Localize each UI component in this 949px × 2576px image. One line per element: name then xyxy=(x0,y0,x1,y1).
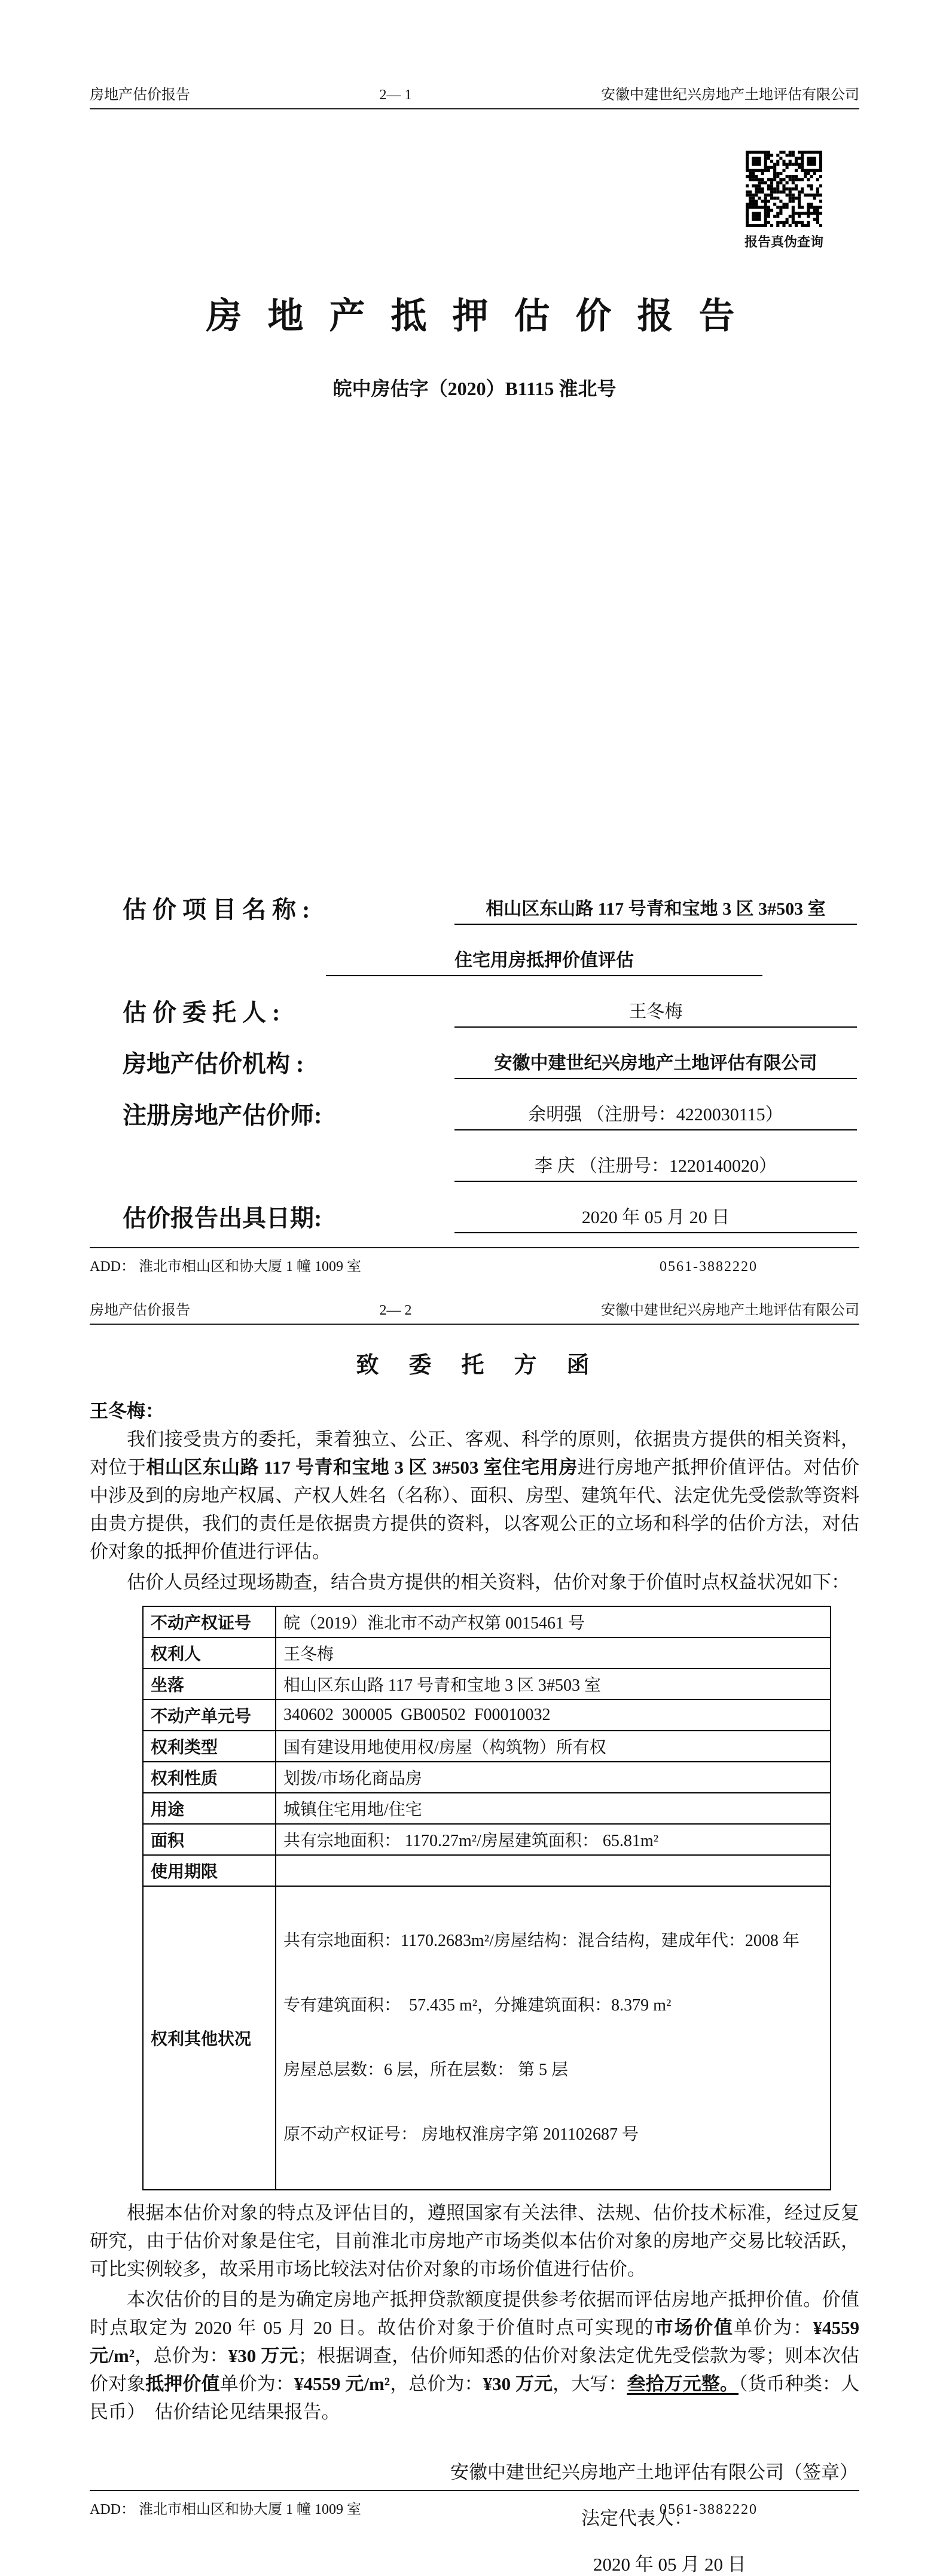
table-value-line: 专有建筑面积： 57.435 m²，分摊建筑面积：8.379 m² xyxy=(283,1996,672,2015)
page1-footer xyxy=(90,1247,859,1275)
text-segment: 单价为： xyxy=(734,2317,813,2338)
form-value-agency: 安徽中建世纪兴房地产土地评估有限公司 xyxy=(454,1048,857,1079)
table-row xyxy=(143,1886,831,2190)
form-row-client xyxy=(123,976,857,1028)
text-segment: ，总价为： xyxy=(390,2373,483,2394)
para-commission xyxy=(90,1425,859,1566)
header-page-number: 2— 1 xyxy=(379,87,412,103)
header-page-number: 2— 2 xyxy=(379,1303,412,1318)
header-company-name: 安徽中建世纪兴房地产土地评估有限公司 xyxy=(601,87,859,103)
table-row-value: 相山区东山路 117 号青和宝地 3 区 3#503 室 xyxy=(276,1669,831,1700)
page-2 xyxy=(0,1278,949,2575)
table-row-value: 王冬梅 xyxy=(276,1637,831,1669)
form-row-report-date xyxy=(123,1182,857,1233)
text-segment: ¥30 万元 xyxy=(483,2373,553,2394)
table-row-label: 权利人 xyxy=(143,1637,276,1669)
qr-code-icon xyxy=(746,151,822,227)
qr-caption: 报告真伪查询 xyxy=(744,234,823,249)
text-segment-property: 相山区东山路 117 号青和宝地 3 区 3#503 室住宅用房 xyxy=(146,1457,578,1478)
text-segment: 进行房地产抵押价值评估。对估价中涉及到的房地产权属、产权人姓名（名称）、面积、房型、建筑年代、法定优先受偿款等资料由贵方提供，我们的责任是依据贵方提供的资料，以客观公正的立场和科学的估价方法，对估价对象的抵押价值进行评估。 xyxy=(90,1457,859,1562)
form-value-report-date: 2020 年 05 月 20 日 xyxy=(454,1202,857,1233)
table-row-label: 权利性质 xyxy=(143,1762,276,1793)
form-label-appraiser: 注册房地产估价师: xyxy=(123,1102,322,1129)
signature-date: 2020 年 05 月 20 日 xyxy=(593,2554,746,2575)
text-segment: ¥4559 元/m² xyxy=(294,2373,390,2394)
page2-footer xyxy=(90,2490,859,2518)
table-row-value: 国有建设用地使用权/房屋（构筑物）所有权 xyxy=(276,1731,831,1762)
form-value-appraiser-1: 余明强 （注册号：4220030115） xyxy=(454,1099,857,1130)
signature-legal-rep: 法定代表人： xyxy=(581,2508,692,2529)
form-label-client: 估 价 委 托 人 : xyxy=(123,999,280,1026)
page2-running-header xyxy=(90,1278,859,1325)
table-row-value: 340602 300005 GB00502 F00010032 xyxy=(276,1700,831,1731)
table-row xyxy=(143,1637,831,1669)
form-label-project-name: 估 价 项 目 名 称 : xyxy=(123,896,310,923)
text-segment: ¥30 万元 xyxy=(228,2345,298,2366)
table-row-value: 城镇住宅用地/住宅 xyxy=(276,1793,831,1824)
header-doc-title: 房地产估价报告 xyxy=(90,87,190,103)
form-value-appraiser-2: 李 庆 （注册号：1220140020） xyxy=(454,1151,857,1182)
form-value-project-name: 相山区东山路 117 号青和宝地 3 区 3#503 室 xyxy=(454,894,857,925)
header-company-name: 安徽中建世纪兴房地产土地评估有限公司 xyxy=(601,1303,859,1318)
page-1 xyxy=(0,0,949,1278)
header-doc-title: 房地产估价报告 xyxy=(90,1303,190,1318)
text-segment: 我们接受贵方的委托，秉着独立、公正、客观、科学的原则，依据贵方提供的相关资料，对位于 xyxy=(90,1429,859,1478)
table-row-label: 面积 xyxy=(143,1824,276,1855)
form-row-project-name-line2 xyxy=(123,925,857,976)
footer-phone: 0561-3882220 xyxy=(660,2502,758,2517)
cover-form xyxy=(90,873,859,1233)
table-row-label: 不动产权证号 xyxy=(143,1606,276,1637)
table-row xyxy=(143,1793,831,1824)
text-segment: 单价为： xyxy=(219,2373,294,2394)
text-segment: 本次估价的目的是为确定房地产抵押贷款额度提供参考依据而评估房地产抵押价值。价值时点取定为 2020 年 05 月 20 日。故估价对象于价值时点可实现的 xyxy=(90,2289,859,2338)
table-value-line: 房屋总层数：6 层，所在层数： 第 5 层 xyxy=(283,2061,569,2079)
table-row-value: 皖（2019）淮北市不动产权第 0015461 号 xyxy=(276,1606,831,1637)
text-segment: ；根据调查，估价师知悉的估价对象法定优先受偿款为零；则本次估价对象 xyxy=(90,2345,860,2394)
text-segment: （货币种类：人民币） 估价结论见结果报告。 xyxy=(90,2373,860,2422)
salutation: 王冬梅： xyxy=(90,1401,164,1422)
table-value-line: 共有宗地面积：1170.2683m²/房屋结构：混合结构，建成年代：2008 年 xyxy=(283,1932,800,1950)
table-row xyxy=(143,1669,831,1700)
table-row xyxy=(143,1824,831,1855)
table-row xyxy=(143,1700,831,1731)
table-row xyxy=(143,1731,831,1762)
table-row-label: 权利类型 xyxy=(143,1731,276,1762)
form-row-appraiser-2 xyxy=(123,1130,857,1182)
table-row xyxy=(143,1606,831,1637)
text-segment-amount-in-words: 叁拾万元整。 xyxy=(627,2373,739,2394)
form-row-project-name xyxy=(123,873,857,925)
para-survey: 估价人员经过现场勘查，结合贵方提供的相关资料，估价对象于价值时点权益状况如下： xyxy=(127,1572,850,1593)
text-segment: ，大写： xyxy=(553,2373,627,2394)
form-row-appraiser-1 xyxy=(123,1079,857,1130)
table-row-value: 共有宗地面积： 1170.27m²/房屋建筑面积： 65.81m² xyxy=(276,1824,831,1855)
table-row-label: 不动产单元号 xyxy=(143,1700,276,1731)
letter-title: 致 委 托 方 函 xyxy=(356,1353,593,1378)
para-conclusion xyxy=(90,2285,859,2426)
table-row-value xyxy=(276,1855,831,1886)
footer-phone: 0561-3882220 xyxy=(660,1259,758,1275)
page1-running-header xyxy=(90,0,859,109)
table-row-value xyxy=(276,1886,831,2190)
table-row-label: 坐落 xyxy=(143,1669,276,1700)
text-segment: ¥4559 元/m² xyxy=(90,2317,860,2366)
text-segment: 抵押价值 xyxy=(145,2373,220,2394)
form-value-client: 王冬梅 xyxy=(454,997,857,1028)
table-value-line: 原不动产权证号： 房地权淮房字第 201102687 号 xyxy=(283,2125,639,2144)
text-segment: ，总价为： xyxy=(135,2345,228,2366)
signature-company: 安徽中建世纪兴房地产土地评估有限公司（签章） xyxy=(450,2462,858,2483)
form-row-agency xyxy=(123,1028,857,1079)
report-title: 房 地 产 抵 押 估 价 报 告 xyxy=(206,297,743,336)
table-row xyxy=(143,1855,831,1886)
form-label-report-date: 估价报告出具日期: xyxy=(123,1205,322,1232)
form-value-project-purpose: 住宅用房抵押价值评估 xyxy=(326,945,762,976)
table-row-value: 划拨/市场化商品房 xyxy=(276,1762,831,1793)
report-number: 皖中房估字（2020）B1115 淮北号 xyxy=(332,378,617,399)
qr-block xyxy=(740,151,828,250)
para-method: 根据本估价对象的特点及评估目的，遵照国家有关法律、法规、估价技术标准，经过反复研究，由于估价对象是住宅，目前淮北市房地产市场类似本估价对象的房地产交易比较活跃，可比实例较多，故采用市场比较法对估价对象的市场价值进行估价。 xyxy=(90,2202,859,2279)
table-row-label: 用途 xyxy=(143,1793,276,1824)
table-row xyxy=(143,1762,831,1793)
text-segment: 市场价值 xyxy=(654,2317,734,2338)
form-label-agency: 房地产估价机构 : xyxy=(123,1050,304,1077)
table-row-label: 权利其他状况 xyxy=(143,1886,276,2190)
footer-address: ADD： 淮北市相山区和协大厦 1 幢 1009 室 xyxy=(90,1259,361,1275)
property-rights-table xyxy=(142,1606,831,2190)
footer-address: ADD： 淮北市相山区和协大厦 1 幢 1009 室 xyxy=(90,2502,361,2517)
table-row-label: 使用期限 xyxy=(143,1855,276,1886)
